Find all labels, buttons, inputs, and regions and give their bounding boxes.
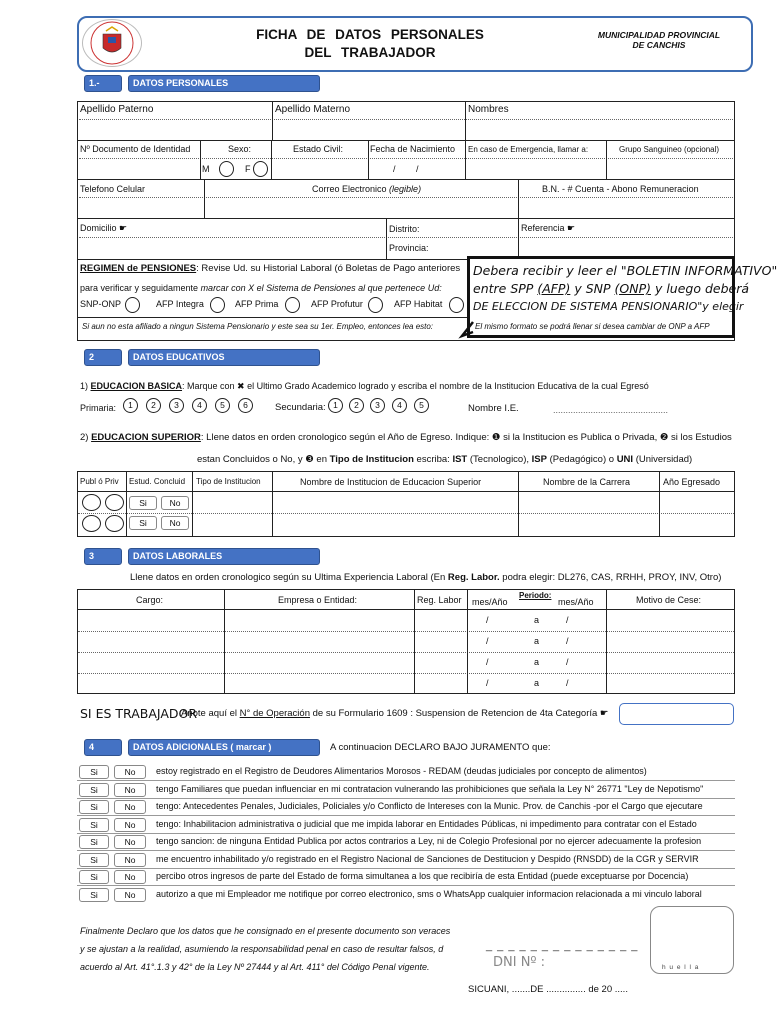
declaration-list bbox=[77, 763, 735, 903]
concluido-si-button[interactable]: Si bbox=[129, 516, 157, 530]
primaria-grade-1[interactable]: 1 bbox=[123, 398, 138, 413]
declaration-row bbox=[77, 798, 735, 816]
declaration-text: estoy registrado en el Registro de Deudores Alimentarios Morosos - REDAM (deudas judiciales por concepto de alimentos) bbox=[156, 766, 647, 776]
sexo-m-option[interactable] bbox=[219, 161, 234, 177]
section-3-number: 3 bbox=[84, 548, 122, 565]
dotted-line bbox=[78, 631, 734, 632]
col-divider bbox=[518, 471, 519, 537]
period-slash: / bbox=[566, 615, 569, 625]
col-divider bbox=[272, 101, 273, 140]
col-divider bbox=[192, 471, 193, 537]
col-anio-egresado: Año Egresado bbox=[663, 477, 721, 487]
col-motivo-cese: Motivo de Cese: bbox=[636, 595, 702, 605]
col-divider bbox=[518, 218, 519, 256]
dotted-line bbox=[79, 197, 733, 198]
domicilio-label: Domicilio ☛ bbox=[80, 223, 128, 233]
col-nombre-institucion: Nombre de Institucion de Educacion Superior bbox=[300, 477, 482, 487]
col-divider bbox=[659, 471, 660, 537]
fecha-nacimiento-label: Fecha de Nacimiento bbox=[370, 144, 456, 154]
page-title: FICHA DE DATOS PERSONALES DEL TRABAJADOR bbox=[256, 27, 484, 60]
educacion-basica-text: 1) EDUCACION BASICA: Marque con ✖ el Ultimo Grado Academico logrado y escriba el nombre de la Institucion Educativa de la cual Egresó bbox=[80, 381, 649, 391]
col-estud-concluid: Estud. Concluid bbox=[129, 477, 186, 486]
period-slash: / bbox=[486, 657, 489, 667]
declaration-no-button[interactable]: No bbox=[114, 800, 146, 814]
row-divider bbox=[77, 218, 735, 219]
col-divider bbox=[465, 101, 466, 140]
col-divider bbox=[467, 589, 468, 694]
primaria-grade-5[interactable]: 5 bbox=[215, 398, 230, 413]
secundaria-grade-5[interactable]: 5 bbox=[414, 398, 429, 413]
declaration-row bbox=[77, 886, 735, 904]
row-divider bbox=[77, 317, 467, 318]
educacion-superior-text-2: estan Concluidos o No, y ❸ en Tipo de Institucion escriba: IST (Tecnologico), ISP (Pedagógico) o UNI (Universidad) bbox=[197, 454, 693, 465]
declaration-no-button[interactable]: No bbox=[114, 870, 146, 884]
declaration-no-button[interactable]: No bbox=[114, 783, 146, 797]
regimen-text: REGIMEN de PENSIONES: Revise Ud. su Historial Laboral (ó Boletas de Pago anteriores bbox=[80, 263, 461, 274]
declaration-text: percibo otros ingresos de parte del Estado de forma simultanea a los que recibiría de esta Entidad (puede exceptuarse por Docencia) bbox=[156, 871, 689, 881]
col-tipo-institucion: Tipo de Institucion bbox=[196, 477, 261, 486]
cuenta-label: B.N. - # Cuenta - Abono Remuneracion bbox=[542, 184, 699, 194]
afp-habitat-option[interactable] bbox=[449, 297, 464, 313]
apellido-paterno-label: Apellido Paterno bbox=[80, 104, 154, 115]
numero-operacion-input[interactable] bbox=[619, 703, 734, 725]
period-slash: / bbox=[566, 657, 569, 667]
col-divider bbox=[200, 140, 201, 179]
col-divider bbox=[606, 140, 607, 179]
declaration-text: tengo sancion: de ninguna Entidad Publica por actos contrarios a Ley, ni de Colegio Profesional por no ejercer adecuamente la profesion bbox=[156, 836, 702, 846]
declaration-si-button[interactable]: Si bbox=[79, 783, 109, 797]
grupo-sanguineo-field[interactable] bbox=[609, 160, 733, 177]
section-2-title: DATOS EDUCATIVOS bbox=[128, 349, 320, 366]
correo-label: Correo Electronico (legible) bbox=[312, 184, 422, 194]
dotted-line bbox=[78, 652, 734, 653]
signature-line: _ _ _ _ _ _ _ _ _ _ _ _ _ _ bbox=[486, 940, 639, 952]
nombre-ie-label: Nombre I.E. bbox=[468, 403, 519, 414]
sexo-m-label: M bbox=[202, 164, 210, 174]
row-divider bbox=[77, 140, 735, 141]
period-slash: / bbox=[486, 636, 489, 646]
row-divider bbox=[77, 491, 735, 492]
documento-field[interactable] bbox=[80, 160, 198, 177]
distrito-label: Distrito: bbox=[389, 224, 420, 234]
provincia-label: Provincia: bbox=[389, 243, 429, 253]
primaria-grade-2[interactable]: 2 bbox=[146, 398, 161, 413]
period-to: a bbox=[534, 678, 540, 688]
no-afiliado-text: Si aun no esta afiliado a ningun Sistema Pensionario y este sea su 1er. Empleo, entonces lea esto: bbox=[82, 322, 434, 331]
referencia-label: Referencia ☛ bbox=[521, 223, 576, 233]
col-publ-priv: Publ ó Priv bbox=[80, 477, 119, 486]
col-mes-inicio: mes/Año bbox=[472, 597, 508, 607]
sexo-f-label: F bbox=[245, 164, 251, 174]
col-divider bbox=[606, 589, 607, 694]
si-es-trabajador-label: SI ES TRABAJADOR bbox=[80, 706, 198, 721]
estado-civil-label: Estado Civil: bbox=[293, 144, 344, 154]
period-to: a bbox=[534, 657, 540, 667]
declaration-no-button[interactable]: No bbox=[114, 888, 146, 902]
dotted-line bbox=[78, 513, 734, 514]
afp-integra-label: AFP Integra bbox=[156, 299, 204, 309]
col-periodo: Periodo: bbox=[519, 591, 552, 600]
declaration-text: me encuentro inhabilitado y/o registrado en el Registro Nacional de Sanciones de Destitucion y Despido (RNSDD) de la CGR y SERVIR bbox=[156, 853, 699, 864]
declaration-row bbox=[77, 816, 735, 834]
afp-prima-label: AFP Prima bbox=[235, 299, 279, 309]
domicilio-field[interactable] bbox=[80, 238, 384, 256]
municipality-name: MUNICIPALIDAD PROVINCIAL DE CANCHIS bbox=[597, 30, 721, 50]
estado-civil-field[interactable] bbox=[274, 160, 366, 177]
declaration-text: tengo Familiares que puedan influenciar en mi contratacion vulnerando las prohibiciones que señala la Ley N° 26771 "Ley de Nepotismo" bbox=[156, 783, 704, 794]
declaration-row bbox=[77, 781, 735, 799]
huella-label: h u e l l a bbox=[662, 964, 700, 971]
sexo-label: Sexo: bbox=[228, 144, 252, 154]
telefono-field[interactable] bbox=[80, 199, 202, 216]
col-divider bbox=[518, 179, 519, 218]
final-declaration: Finalmente Declaro que los datos que he consignado en el presente documento son veraces y se ajustan a la realidad, asumiendo la responsabilidad penal en caso de resultar falsos, d acuerdo al Art. 41°.1.3 y 42° de la Ley Nº 27444 y al Art. 411° del Código Penal vigente. bbox=[80, 926, 451, 972]
section-3-title: DATOS LABORALES bbox=[128, 548, 320, 565]
period-to: a bbox=[534, 636, 540, 646]
pension-notice-box bbox=[467, 256, 777, 338]
row-divider bbox=[77, 179, 735, 180]
notice-note: El mismo formato se podrá llenar si desea cambiar de ONP a AFP bbox=[475, 322, 710, 331]
period-slash: / bbox=[486, 615, 489, 625]
declaration-no-button[interactable]: No bbox=[114, 853, 146, 867]
declaration-row bbox=[77, 763, 735, 781]
emergencia-field[interactable] bbox=[468, 160, 604, 177]
apellido-paterno-field[interactable] bbox=[80, 120, 270, 138]
primaria-grade-6[interactable]: 6 bbox=[238, 398, 253, 413]
period-to: a bbox=[534, 615, 540, 625]
nombre-ie-field[interactable]: .............................................. bbox=[553, 405, 669, 415]
col-divider bbox=[272, 471, 273, 537]
col-divider bbox=[126, 471, 127, 537]
declaration-text: tengo: Inhabilitacion administrativa o judicial que me impida laborar en Entidades Públicas, ni impedimento para contratar con el Estado bbox=[156, 818, 697, 829]
afp-profutur-option[interactable] bbox=[368, 297, 383, 313]
verificar-text: para verificar y seguidamente marcar con X el Sistema de Pensiones al que pertenece Ud: bbox=[80, 283, 442, 293]
col-divider bbox=[271, 140, 272, 179]
col-empresa: Empresa o Entidad: bbox=[278, 595, 358, 605]
correo-field[interactable] bbox=[207, 199, 516, 216]
primaria-grade-3[interactable]: 3 bbox=[169, 398, 184, 413]
declaration-text: tengo: Antecedentes Penales, Judiciales, Policiales y/o Conflicto de Intereses con la Munic. Prov. de Canchis -por el Cargo que ejecutare bbox=[156, 801, 703, 811]
declaration-no-button[interactable]: No bbox=[114, 765, 146, 779]
col-divider bbox=[204, 179, 205, 218]
declaration-si-button[interactable]: Si bbox=[79, 765, 109, 779]
cuenta-field[interactable] bbox=[521, 199, 733, 216]
privada-option[interactable] bbox=[105, 494, 124, 511]
declaration-row bbox=[77, 851, 735, 869]
period-slash: / bbox=[486, 678, 489, 688]
period-slash: / bbox=[566, 678, 569, 688]
secundaria-grade-1[interactable]: 1 bbox=[328, 398, 343, 413]
col-cargo: Cargo: bbox=[136, 595, 164, 605]
col-divider bbox=[414, 589, 415, 694]
primaria-label: Primaria: bbox=[80, 403, 117, 413]
snp-onp-option[interactable] bbox=[125, 297, 140, 313]
secundaria-grade-4[interactable]: 4 bbox=[392, 398, 407, 413]
declaration-no-button[interactable]: No bbox=[114, 818, 146, 832]
notice-line-1: Debera recibir y leer el "BOLETIN INFORMATIVO" bbox=[473, 263, 777, 278]
section-1-title: DATOS PERSONALES bbox=[128, 75, 320, 92]
afp-integra-option[interactable] bbox=[210, 297, 225, 313]
declaration-si-button[interactable]: Si bbox=[79, 888, 109, 902]
apellido-materno-field[interactable] bbox=[275, 120, 463, 138]
notice-line-2: entre SPP (AFP) y SNP (ONP) y luego deberá bbox=[473, 281, 750, 296]
afp-profutur-label: AFP Profutur bbox=[311, 299, 363, 309]
municipality-seal-logo bbox=[82, 19, 142, 67]
operacion-instruction: Anote aquí el N° de Operación de su Formulario 1609 : Suspension de Retencion de 4ta Categoría ☛ bbox=[181, 708, 609, 719]
place-date: SICUANI, .......DE ............... de 20 ..... bbox=[468, 984, 628, 995]
privada-option[interactable] bbox=[105, 515, 124, 532]
row-divider bbox=[77, 609, 735, 610]
row-divider bbox=[77, 259, 467, 260]
primaria-grade-4[interactable]: 4 bbox=[192, 398, 207, 413]
grupo-sanguineo-label: Grupo Sanguineo (opcional) bbox=[619, 145, 720, 154]
col-reg-labor: Reg. Labor bbox=[417, 595, 462, 605]
declaration-si-button[interactable]: Si bbox=[79, 835, 109, 849]
period-slash: / bbox=[566, 636, 569, 646]
secundaria-grade-2[interactable]: 2 bbox=[349, 398, 364, 413]
secundaria-grades bbox=[328, 398, 438, 416]
nombres-label: Nombres bbox=[468, 104, 509, 115]
section-4-title: DATOS ADICIONALES ( marcar ) bbox=[128, 739, 320, 756]
emergencia-label: En caso de Emergencia, llamar a: bbox=[468, 145, 589, 154]
declaration-row bbox=[77, 833, 735, 851]
section-2-number: 2 bbox=[84, 349, 122, 366]
fecha-separator: / / bbox=[393, 164, 419, 174]
col-mes-fin: mes/Año bbox=[558, 597, 594, 607]
declaration-row bbox=[77, 868, 735, 886]
publica-option[interactable] bbox=[82, 494, 101, 511]
declaration-no-button[interactable]: No bbox=[114, 835, 146, 849]
snp-onp-label: SNP-ONP bbox=[80, 299, 122, 309]
concluido-no-button[interactable]: No bbox=[161, 516, 189, 530]
secundaria-grade-3[interactable]: 3 bbox=[370, 398, 385, 413]
telefono-label: Telefono Celular bbox=[80, 184, 146, 194]
documento-label: Nº Documento de Identidad bbox=[80, 144, 191, 154]
section-1-number: 1.- bbox=[84, 75, 122, 92]
declaration-si-button[interactable]: Si bbox=[79, 800, 109, 814]
dotted-line bbox=[78, 673, 734, 674]
sexo-f-option[interactable] bbox=[253, 161, 268, 177]
declaration-si-button[interactable]: Si bbox=[79, 870, 109, 884]
dni-label: DNI Nº : bbox=[493, 955, 546, 970]
col-divider bbox=[465, 140, 466, 179]
primaria-grades bbox=[123, 398, 261, 416]
col-divider bbox=[368, 140, 369, 179]
col-carrera: Nombre de la Carrera bbox=[543, 477, 631, 487]
nombres-field[interactable] bbox=[468, 120, 732, 138]
laboral-intro: Llene datos en orden cronologico según su Ultima Experiencia Laboral (En Reg. Labor. podra elegir: DL276, CAS, RRHH, PROY, INV, Otro) bbox=[130, 572, 722, 583]
concluido-no-button[interactable]: No bbox=[161, 496, 189, 510]
afp-habitat-label: AFP Habitat bbox=[394, 299, 443, 309]
afp-prima-option[interactable] bbox=[285, 297, 300, 313]
declaration-si-button[interactable]: Si bbox=[79, 853, 109, 867]
notice-pointer-arrow bbox=[460, 322, 474, 338]
educacion-superior-text: 2) EDUCACION SUPERIOR: Llene datos en orden cronologico según el Año de Egreso. Indique: ❶ si la Institucion es Publica o Privada, ❷ si los Estudios bbox=[80, 432, 732, 443]
declaration-si-button[interactable]: Si bbox=[79, 818, 109, 832]
notice-line-3: DE ELECCION DE SISTEMA PENSIONARIO"y elegir bbox=[473, 300, 744, 313]
publica-option[interactable] bbox=[82, 515, 101, 532]
apellido-materno-label: Apellido Materno bbox=[275, 104, 351, 115]
declaro-intro: A continuacion DECLARO BAJO JURAMENTO que: bbox=[330, 742, 551, 753]
concluido-si-button[interactable]: Si bbox=[129, 496, 157, 510]
col-divider bbox=[224, 589, 225, 694]
secundaria-label: Secundaria: bbox=[275, 402, 326, 413]
col-divider bbox=[386, 218, 387, 259]
declaration-text: autorizo a que mi Empleador me notifique por correo electronico, sms o WhatsApp cualquier informacion relacionada a mi vinculo laboral bbox=[156, 888, 702, 899]
dotted-line bbox=[79, 158, 733, 159]
section-4-number: 4 bbox=[84, 739, 122, 756]
